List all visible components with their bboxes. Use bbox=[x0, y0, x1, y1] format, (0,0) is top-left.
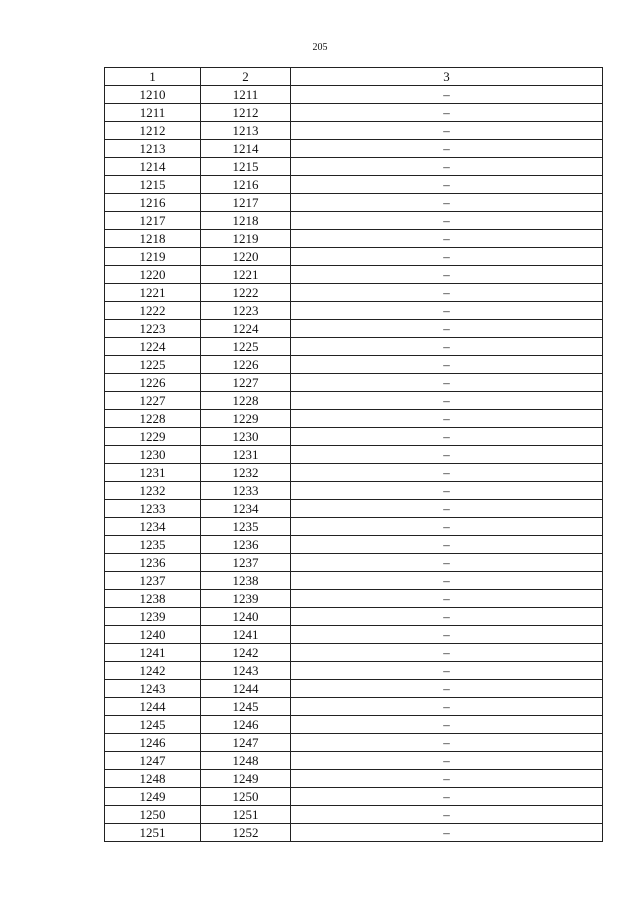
table-cell-col-3: – bbox=[291, 104, 603, 122]
table-cell-col-3: – bbox=[291, 410, 603, 428]
table-cell-col-2: 1229 bbox=[201, 410, 291, 428]
table-cell-col-1: 1250 bbox=[105, 806, 201, 824]
table-row bbox=[105, 302, 603, 320]
table-cell-col-3: – bbox=[291, 536, 603, 554]
table-cell-col-2: 1223 bbox=[201, 302, 291, 320]
table-cell-col-1: 1247 bbox=[105, 752, 201, 770]
table-header-row bbox=[105, 68, 603, 86]
table-cell-col-3: – bbox=[291, 464, 603, 482]
table-cell-col-3: – bbox=[291, 806, 603, 824]
table-row bbox=[105, 626, 603, 644]
table-row bbox=[105, 482, 603, 500]
table-cell-col-2: 1247 bbox=[201, 734, 291, 752]
table-row bbox=[105, 212, 603, 230]
table-cell-col-1: 1222 bbox=[105, 302, 201, 320]
table-cell-col-1: 1218 bbox=[105, 230, 201, 248]
table-cell-col-3: – bbox=[291, 590, 603, 608]
table-row bbox=[105, 176, 603, 194]
table-cell-col-1: 1225 bbox=[105, 356, 201, 374]
table-cell-col-1: 1210 bbox=[105, 86, 201, 104]
table-cell-col-3: – bbox=[291, 212, 603, 230]
table-cell-col-2: 1235 bbox=[201, 518, 291, 536]
table-cell-col-2: 1213 bbox=[201, 122, 291, 140]
table-cell-col-3: – bbox=[291, 302, 603, 320]
table-cell-col-3: – bbox=[291, 698, 603, 716]
table-row bbox=[105, 806, 603, 824]
table-cell-col-2: 1234 bbox=[201, 500, 291, 518]
table-cell-col-3: – bbox=[291, 140, 603, 158]
table-cell-col-3: – bbox=[291, 554, 603, 572]
page-number: 205 bbox=[312, 42, 328, 53]
table-cell-col-1: 1229 bbox=[105, 428, 201, 446]
table-cell-col-3: – bbox=[291, 752, 603, 770]
table-cell-col-3: – bbox=[291, 518, 603, 536]
table-cell-col-1: 1238 bbox=[105, 590, 201, 608]
table-cell-col-2: 1212 bbox=[201, 104, 291, 122]
table-cell-col-1: 1241 bbox=[105, 644, 201, 662]
table-cell-col-2: 1246 bbox=[201, 716, 291, 734]
table-row bbox=[105, 446, 603, 464]
table-row bbox=[105, 716, 603, 734]
table-cell-col-1: 1240 bbox=[105, 626, 201, 644]
table-body bbox=[105, 86, 603, 842]
table-cell-col-3: – bbox=[291, 86, 603, 104]
table-cell-col-3: – bbox=[291, 392, 603, 410]
column-header-2: 2 bbox=[201, 68, 291, 86]
table-cell-col-2: 1217 bbox=[201, 194, 291, 212]
table-cell-col-2: 1225 bbox=[201, 338, 291, 356]
table-cell-col-2: 1241 bbox=[201, 626, 291, 644]
data-table bbox=[104, 67, 603, 842]
table-row bbox=[105, 536, 603, 554]
table-cell-col-2: 1230 bbox=[201, 428, 291, 446]
table-cell-col-3: – bbox=[291, 122, 603, 140]
table-row bbox=[105, 320, 603, 338]
table-cell-col-3: – bbox=[291, 572, 603, 590]
table-cell-col-2: 1245 bbox=[201, 698, 291, 716]
table-cell-col-2: 1218 bbox=[201, 212, 291, 230]
table-cell-col-1: 1242 bbox=[105, 662, 201, 680]
table-cell-col-3: – bbox=[291, 662, 603, 680]
table-row bbox=[105, 158, 603, 176]
table-cell-col-1: 1248 bbox=[105, 770, 201, 788]
table-row bbox=[105, 194, 603, 212]
table-row bbox=[105, 590, 603, 608]
table-row bbox=[105, 644, 603, 662]
table-row bbox=[105, 374, 603, 392]
table-row bbox=[105, 356, 603, 374]
table-cell-col-3: – bbox=[291, 608, 603, 626]
table-cell-col-1: 1215 bbox=[105, 176, 201, 194]
table-row bbox=[105, 554, 603, 572]
table-cell-col-1: 1234 bbox=[105, 518, 201, 536]
table-cell-col-3: – bbox=[291, 482, 603, 500]
table-cell-col-1: 1230 bbox=[105, 446, 201, 464]
table-cell-col-1: 1226 bbox=[105, 374, 201, 392]
table-row bbox=[105, 518, 603, 536]
table-cell-col-3: – bbox=[291, 734, 603, 752]
table-row bbox=[105, 770, 603, 788]
table-row bbox=[105, 464, 603, 482]
table-row bbox=[105, 608, 603, 626]
table-cell-col-3: – bbox=[291, 338, 603, 356]
table-cell-col-3: – bbox=[291, 248, 603, 266]
table-row bbox=[105, 662, 603, 680]
table-cell-col-2: 1248 bbox=[201, 752, 291, 770]
table-row bbox=[105, 86, 603, 104]
table-row bbox=[105, 248, 603, 266]
table-row bbox=[105, 266, 603, 284]
table-cell-col-1: 1227 bbox=[105, 392, 201, 410]
table-row bbox=[105, 284, 603, 302]
table-cell-col-1: 1251 bbox=[105, 824, 201, 842]
table-cell-col-2: 1240 bbox=[201, 608, 291, 626]
table-cell-col-2: 1239 bbox=[201, 590, 291, 608]
table-cell-col-3: – bbox=[291, 788, 603, 806]
table-cell-col-3: – bbox=[291, 428, 603, 446]
table-row bbox=[105, 428, 603, 446]
table-cell-col-2: 1236 bbox=[201, 536, 291, 554]
table-row bbox=[105, 698, 603, 716]
table-cell-col-2: 1244 bbox=[201, 680, 291, 698]
table-cell-col-2: 1219 bbox=[201, 230, 291, 248]
table-cell-col-2: 1220 bbox=[201, 248, 291, 266]
table-cell-col-2: 1216 bbox=[201, 176, 291, 194]
table-cell-col-3: – bbox=[291, 176, 603, 194]
table-cell-col-3: – bbox=[291, 716, 603, 734]
table-row bbox=[105, 752, 603, 770]
table-cell-col-1: 1219 bbox=[105, 248, 201, 266]
table-cell-col-2: 1228 bbox=[201, 392, 291, 410]
column-header-1: 1 bbox=[105, 68, 201, 86]
table-row bbox=[105, 500, 603, 518]
table-row bbox=[105, 410, 603, 428]
table-cell-col-2: 1222 bbox=[201, 284, 291, 302]
table-cell-col-1: 1233 bbox=[105, 500, 201, 518]
table-cell-col-3: – bbox=[291, 446, 603, 464]
table-cell-col-1: 1211 bbox=[105, 104, 201, 122]
table-cell-col-3: – bbox=[291, 824, 603, 842]
table-cell-col-1: 1212 bbox=[105, 122, 201, 140]
table-row bbox=[105, 338, 603, 356]
table-cell-col-1: 1228 bbox=[105, 410, 201, 428]
table-row bbox=[105, 824, 603, 842]
table-cell-col-2: 1250 bbox=[201, 788, 291, 806]
table-cell-col-1: 1245 bbox=[105, 716, 201, 734]
table-cell-col-2: 1243 bbox=[201, 662, 291, 680]
table-row bbox=[105, 572, 603, 590]
table-row bbox=[105, 104, 603, 122]
table-cell-col-3: – bbox=[291, 374, 603, 392]
table-cell-col-2: 1232 bbox=[201, 464, 291, 482]
table-row bbox=[105, 140, 603, 158]
table-cell-col-1: 1220 bbox=[105, 266, 201, 284]
table-cell-col-2: 1221 bbox=[201, 266, 291, 284]
table-row bbox=[105, 392, 603, 410]
table-cell-col-2: 1211 bbox=[201, 86, 291, 104]
table-row bbox=[105, 230, 603, 248]
table-cell-col-1: 1236 bbox=[105, 554, 201, 572]
table-cell-col-3: – bbox=[291, 266, 603, 284]
table-cell-col-2: 1237 bbox=[201, 554, 291, 572]
table-cell-col-1: 1243 bbox=[105, 680, 201, 698]
table-cell-col-1: 1214 bbox=[105, 158, 201, 176]
table-cell-col-1: 1235 bbox=[105, 536, 201, 554]
table-cell-col-1: 1224 bbox=[105, 338, 201, 356]
table-row bbox=[105, 680, 603, 698]
table-cell-col-2: 1214 bbox=[201, 140, 291, 158]
table-cell-col-2: 1249 bbox=[201, 770, 291, 788]
table-cell-col-2: 1238 bbox=[201, 572, 291, 590]
table-cell-col-3: – bbox=[291, 770, 603, 788]
table-cell-col-3: – bbox=[291, 158, 603, 176]
table-cell-col-1: 1231 bbox=[105, 464, 201, 482]
table-cell-col-3: – bbox=[291, 356, 603, 374]
table-cell-col-1: 1237 bbox=[105, 572, 201, 590]
table-cell-col-1: 1221 bbox=[105, 284, 201, 302]
table-cell-col-1: 1223 bbox=[105, 320, 201, 338]
column-header-3: 3 bbox=[291, 68, 603, 86]
table-cell-col-3: – bbox=[291, 500, 603, 518]
table-cell-col-2: 1227 bbox=[201, 374, 291, 392]
table-cell-col-3: – bbox=[291, 284, 603, 302]
table-cell-col-2: 1233 bbox=[201, 482, 291, 500]
table-cell-col-2: 1252 bbox=[201, 824, 291, 842]
table-row bbox=[105, 788, 603, 806]
table-cell-col-1: 1232 bbox=[105, 482, 201, 500]
table-cell-col-2: 1215 bbox=[201, 158, 291, 176]
table-cell-col-3: – bbox=[291, 230, 603, 248]
table-cell-col-3: – bbox=[291, 680, 603, 698]
table-cell-col-2: 1251 bbox=[201, 806, 291, 824]
table-cell-col-1: 1216 bbox=[105, 194, 201, 212]
table-cell-col-1: 1239 bbox=[105, 608, 201, 626]
table-cell-col-1: 1244 bbox=[105, 698, 201, 716]
table-cell-col-3: – bbox=[291, 644, 603, 662]
table-cell-col-1: 1213 bbox=[105, 140, 201, 158]
table-cell-col-3: – bbox=[291, 626, 603, 644]
table-cell-col-3: – bbox=[291, 194, 603, 212]
table-cell-col-2: 1231 bbox=[201, 446, 291, 464]
table-cell-col-1: 1249 bbox=[105, 788, 201, 806]
table-row bbox=[105, 734, 603, 752]
table-cell-col-2: 1226 bbox=[201, 356, 291, 374]
table-cell-col-1: 1246 bbox=[105, 734, 201, 752]
table-cell-col-2: 1242 bbox=[201, 644, 291, 662]
table-cell-col-2: 1224 bbox=[201, 320, 291, 338]
table-cell-col-3: – bbox=[291, 320, 603, 338]
table-cell-col-1: 1217 bbox=[105, 212, 201, 230]
table-row bbox=[105, 122, 603, 140]
